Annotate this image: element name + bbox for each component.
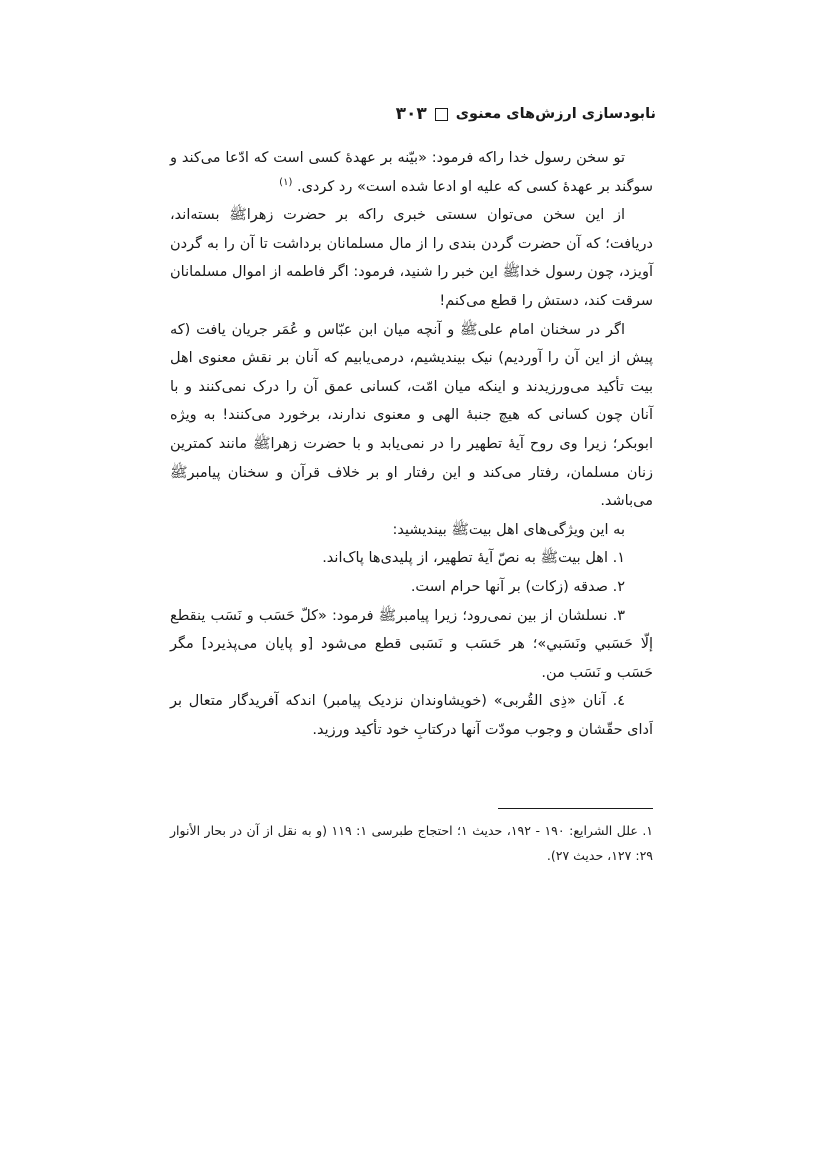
body-text (170, 144, 653, 744)
page-header (396, 104, 656, 124)
footnote-reference: (۱) (279, 176, 293, 188)
footnote-divider (498, 808, 653, 809)
paragraph: اگر در سخنان امام علیﷺ و آنچه میان ابن عبّاس و عُمَر جریان یافت (که پیش از این آن را آوردیم) نیک بیندیشیم، درمی‌یابیم که آنان بر نقش معنوی اهل بیت تأکید می‌ورزیدند و اینکه میان امّت، کسانی عمق آن را درک نمی‌کنند و با آنان چون کسانی که هیچ جنبهٔ الهی و معنوی ندارند، برخورد می‌کنند! به ویژه ابوبکر؛ زیرا وی روح آیهٔ تطهیر را در نمی‌یابد و با حضرت زهراﷺ مانند کمترین زنان مسلمان، رفتار می‌کند و این رفتار او بر خلاف قرآن و سخنان پیامبرﷺ می‌باشد. (170, 321, 653, 510)
square-ornament-icon (435, 108, 448, 121)
paragraph: از این سخن می‌توان سستی خبری راکه بر حضرت زهراﷺ بسته‌اند، دریافت؛ که آن حضرت گردن بندی را از مال مسلمانان برداشت تا آن را به گردن آویزد، چون رسول خداﷺ این خبر را شنید، فرمود: اگر فاطمه از اموال مسلمانان سرقت کند، دستش را قطع می‌کنم! (170, 207, 653, 309)
list-item: ۲. صدقه (زکات) بر آنها حرام است. (410, 578, 625, 595)
running-title: نابودسازی ارزش‌های معنوی (455, 106, 656, 122)
page-number: ۳۰۳ (395, 104, 427, 124)
paragraph: به این ویژگی‌های اهل بیتﷺ بیندیشید: (392, 521, 625, 538)
paragraph-text: تو سخن رسول خدا راکه فرمود: «بیّنه بر عهدهٔ کسی است که ادّعا می‌کند و سوگند بر عهدهٔ کسی که علیه او ادعا شده است» رد کردی. (170, 150, 653, 195)
footnote: ۱. علل الشرایع: ۱۹۰ - ۱۹۲، حدیث ۱؛ احتجاج طبرسی ۱: ۱۱۹ (و به نقل از آن در بحار الأنوار ۲۹: ۱۲۷، حدیث ۲۷). (170, 823, 654, 863)
list-item: ۱. اهل بیتﷺ به نصّ آیهٔ تطهیر، از پلیدی‌ها پاک‌اند. (322, 550, 625, 567)
list-item: ٤. آنان «ذِی القُربی» (خویشاوندان نزدیک پیامبر) اندکه آفریدگار متعال بر اَدای حقّشان و وجوب مودّت آنها درکتابِ خود تأکید ورزید. (170, 693, 653, 738)
paragraph (170, 144, 653, 201)
footnotes (170, 818, 653, 868)
list-item: ۳. نسلشان از بین نمی‌رود؛ زیرا پیامبرﷺ فرمود: «کلّ حَسَب و نَسَب ینقطع إلّا حَسَبي ونَسَبي»؛ هر حَسَب و نَسَبی قطع می‌شود [و پایان می‌پذیرد] مگر حَسَب و نَسَب من. (170, 607, 653, 681)
